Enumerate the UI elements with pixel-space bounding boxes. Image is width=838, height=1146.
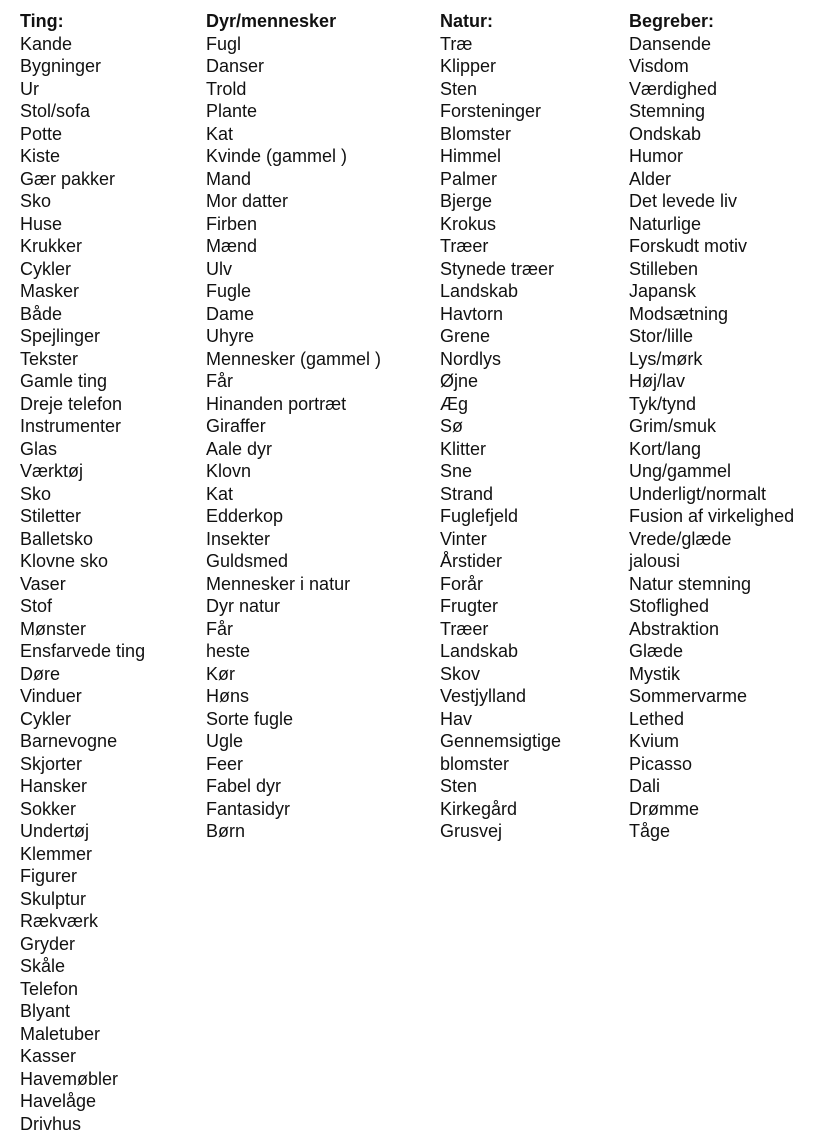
list-item: Ulv	[206, 258, 232, 279]
list-item: Vinduer	[20, 686, 82, 706]
list-item: Skjorter	[20, 753, 83, 774]
list-item: Instrumenter	[20, 416, 122, 436]
list-item: Kasser	[20, 1046, 77, 1066]
list-item: Det levede liv	[629, 191, 738, 211]
list-item: Grene	[440, 326, 491, 346]
list-item: Kvinde (gammel )	[206, 146, 348, 166]
list-item: Ugle	[206, 731, 244, 751]
list-item: Får	[206, 618, 233, 639]
list-item: Stemning	[629, 101, 706, 121]
list-item: Sten	[440, 776, 478, 796]
list-item: Dame	[206, 303, 255, 324]
list-item: Stynede træer	[440, 258, 555, 279]
list-item: Sko	[20, 191, 52, 211]
list-item: Mennesker (gammel )	[206, 348, 382, 369]
list-item: Sokker	[20, 798, 77, 819]
list-item: Træer	[440, 236, 489, 256]
list-item: Ondskab	[629, 123, 702, 144]
list-item: Sorte fugle	[206, 708, 294, 729]
item-list-begreber	[629, 33, 834, 843]
list-item: Kvium	[629, 731, 680, 751]
list-item: Stilleben	[629, 258, 699, 279]
list-item: Natur stemning	[629, 573, 752, 594]
list-item: Værktøj	[20, 461, 83, 481]
list-item: Æg	[440, 393, 469, 414]
list-item: Høj/lav	[629, 371, 686, 391]
list-item: Figurer	[20, 866, 78, 886]
list-item: Underligt/normalt	[629, 483, 767, 504]
list-item: Lys/mørk	[629, 348, 703, 369]
word-columns	[0, 10, 838, 1146]
list-item: Fabel dyr	[206, 776, 282, 796]
list-item: Krokus	[440, 213, 497, 234]
list-item: Cykler	[20, 258, 72, 279]
list-item: Høns	[206, 686, 250, 706]
list-item: Klitter	[440, 438, 487, 459]
column-header-dyr-mennesker: Dyr/mennesker	[206, 11, 337, 31]
list-item: Fuglefjeld	[440, 506, 519, 526]
list-item: Glæde	[629, 641, 684, 661]
list-item: Klipper	[440, 56, 497, 76]
list-item: Kiste	[20, 146, 61, 166]
list-item: Kort/lang	[629, 438, 702, 459]
list-item: Sne	[440, 461, 473, 481]
list-item: Plante	[206, 101, 258, 121]
list-item: Grusvej	[440, 821, 503, 841]
list-item: Frugter	[440, 596, 499, 616]
list-item: Hansker	[20, 776, 88, 796]
list-item: Mennesker i natur	[206, 573, 351, 594]
list-item: Værdighed	[629, 78, 718, 99]
list-item: Abstraktion	[629, 618, 720, 639]
list-item: Årstider	[440, 551, 503, 571]
list-item: Danser	[206, 56, 265, 76]
list-item: Skov	[440, 663, 481, 684]
list-item: Havemøbler	[20, 1068, 119, 1089]
list-item: Fantasidyr	[206, 798, 291, 819]
item-list-ting	[20, 33, 200, 1136]
list-item: Sommervarme	[629, 686, 748, 706]
list-item: Træer	[440, 618, 489, 639]
list-item: Fugl	[206, 33, 242, 54]
list-item: Palmer	[440, 168, 498, 189]
list-item: Øjne	[440, 371, 479, 391]
list-item: Telefon	[20, 978, 79, 999]
list-item: Bygninger	[20, 56, 102, 76]
list-item: Mønster	[20, 618, 87, 639]
list-item: heste	[206, 641, 251, 661]
list-item: Edderkop	[206, 506, 284, 526]
item-list-dyr-mennesker	[206, 33, 434, 843]
list-item: jalousi	[629, 551, 681, 571]
list-item: Skåle	[20, 956, 66, 976]
list-item: Forår	[440, 573, 484, 594]
list-item: Landskab	[440, 281, 519, 301]
list-item: Kande	[20, 33, 73, 54]
list-item: Ensfarvede ting	[20, 641, 146, 661]
list-item: Alder	[629, 168, 672, 189]
list-item: Stiletter	[20, 506, 82, 526]
column-natur	[440, 10, 624, 843]
list-item: Aale dyr	[206, 438, 273, 459]
list-item: Krukker	[20, 236, 83, 256]
list-item: Forsteninger	[440, 101, 542, 121]
list-item: Kirkegård	[440, 798, 518, 819]
list-item: Kat	[206, 483, 234, 504]
list-item: Lethed	[629, 708, 685, 729]
list-item: Tåge	[629, 821, 671, 841]
list-item: Picasso	[629, 753, 693, 774]
list-item: Mor datter	[206, 191, 289, 211]
list-item: Dali	[629, 776, 661, 796]
list-item: Sko	[20, 483, 52, 504]
list-item: Visdom	[629, 56, 689, 76]
list-item: Drømme	[629, 798, 699, 819]
list-item: Fugle	[206, 281, 252, 301]
list-item: Havtorn	[440, 303, 504, 324]
list-item: Blyant	[20, 1001, 71, 1021]
list-item: Havelåge	[20, 1091, 97, 1111]
list-item: Grim/smuk	[629, 416, 716, 436]
list-item: Sø	[440, 416, 464, 436]
list-item: Fusion af virkelighed	[629, 506, 795, 526]
list-item: Huse	[20, 213, 63, 234]
list-item: Strand	[440, 483, 494, 504]
list-item: Masker	[20, 281, 80, 301]
list-item: Træ	[440, 33, 473, 54]
list-item: Tekster	[20, 348, 79, 369]
list-item: Gennemsigtige	[440, 731, 562, 751]
list-item: Japansk	[629, 281, 697, 301]
list-item: Både	[20, 303, 63, 324]
list-item: Vrede/glæde	[629, 528, 732, 549]
column-ting	[20, 10, 200, 1135]
list-item: Kør	[206, 663, 235, 684]
list-item: Dyr natur	[206, 596, 281, 616]
list-item: Nordlys	[440, 348, 502, 369]
list-item: Stor/lille	[629, 326, 694, 346]
list-item: Spejlinger	[20, 326, 101, 346]
list-item: Landskab	[440, 641, 519, 661]
list-item: Firben	[206, 213, 258, 234]
list-item: Stof	[20, 596, 53, 616]
list-item: Gamle ting	[20, 371, 108, 391]
list-item: Skulptur	[20, 888, 87, 909]
list-item: Vinter	[440, 528, 487, 549]
list-item: blomster	[440, 753, 510, 774]
list-item: Barnevogne	[20, 731, 118, 751]
list-item: Børn	[206, 821, 246, 841]
list-item: Undertøj	[20, 821, 90, 841]
list-item: Insekter	[206, 528, 271, 549]
list-item: Døre	[20, 663, 60, 684]
list-item: Uhyre	[206, 326, 255, 346]
list-item: Naturlige	[629, 213, 702, 234]
column-begreber	[629, 10, 834, 843]
list-item: Feer	[206, 753, 244, 774]
column-header-natur: Natur:	[440, 11, 493, 31]
list-item: Vestjylland	[440, 686, 527, 706]
list-item: Ung/gammel	[629, 461, 732, 481]
list-item: Guldsmed	[206, 551, 289, 571]
list-item: Bjerge	[440, 191, 493, 211]
list-item: Balletsko	[20, 528, 94, 549]
list-item: Giraffer	[206, 416, 266, 436]
list-item: Gær pakker	[20, 168, 116, 189]
list-item: Glas	[20, 438, 58, 459]
list-item: Klovne sko	[20, 551, 109, 571]
list-item: Stol/sofa	[20, 101, 91, 121]
list-item: Klemmer	[20, 843, 93, 864]
list-item: Sten	[440, 78, 478, 99]
list-item: Dansende	[629, 33, 712, 54]
list-item: Dreje telefon	[20, 393, 123, 414]
list-item: Rækværk	[20, 911, 99, 931]
list-item: Hav	[440, 708, 473, 729]
list-item: Gryder	[20, 933, 76, 954]
item-list-natur	[440, 33, 624, 843]
list-item: Klovn	[206, 461, 252, 481]
column-header-ting: Ting:	[20, 11, 64, 31]
list-item: Cykler	[20, 708, 72, 729]
column-header-begreber: Begreber:	[629, 11, 715, 31]
list-item: Blomster	[440, 123, 512, 144]
list-item: Hinanden portræt	[206, 393, 347, 414]
list-item: Mand	[206, 168, 252, 189]
column-dyr-mennesker	[206, 10, 434, 843]
list-item: Maletuber	[20, 1023, 101, 1044]
list-item: Ur	[20, 78, 39, 99]
list-item: Mystik	[629, 663, 680, 684]
list-item: Modsætning	[629, 303, 729, 324]
list-item: Humor	[629, 146, 684, 166]
list-item: Forskudt motiv	[629, 236, 748, 256]
list-item: Potte	[20, 123, 63, 144]
list-item: Himmel	[440, 146, 501, 166]
list-item: Mænd	[206, 236, 258, 256]
list-item: Stoflighed	[629, 596, 710, 616]
list-item: Trold	[206, 78, 247, 99]
list-item: Drivhus	[20, 1113, 82, 1134]
list-item: Kat	[206, 123, 234, 144]
list-item: Tyk/tynd	[629, 393, 697, 414]
list-item: Får	[206, 371, 233, 391]
list-item: Vaser	[20, 573, 66, 594]
